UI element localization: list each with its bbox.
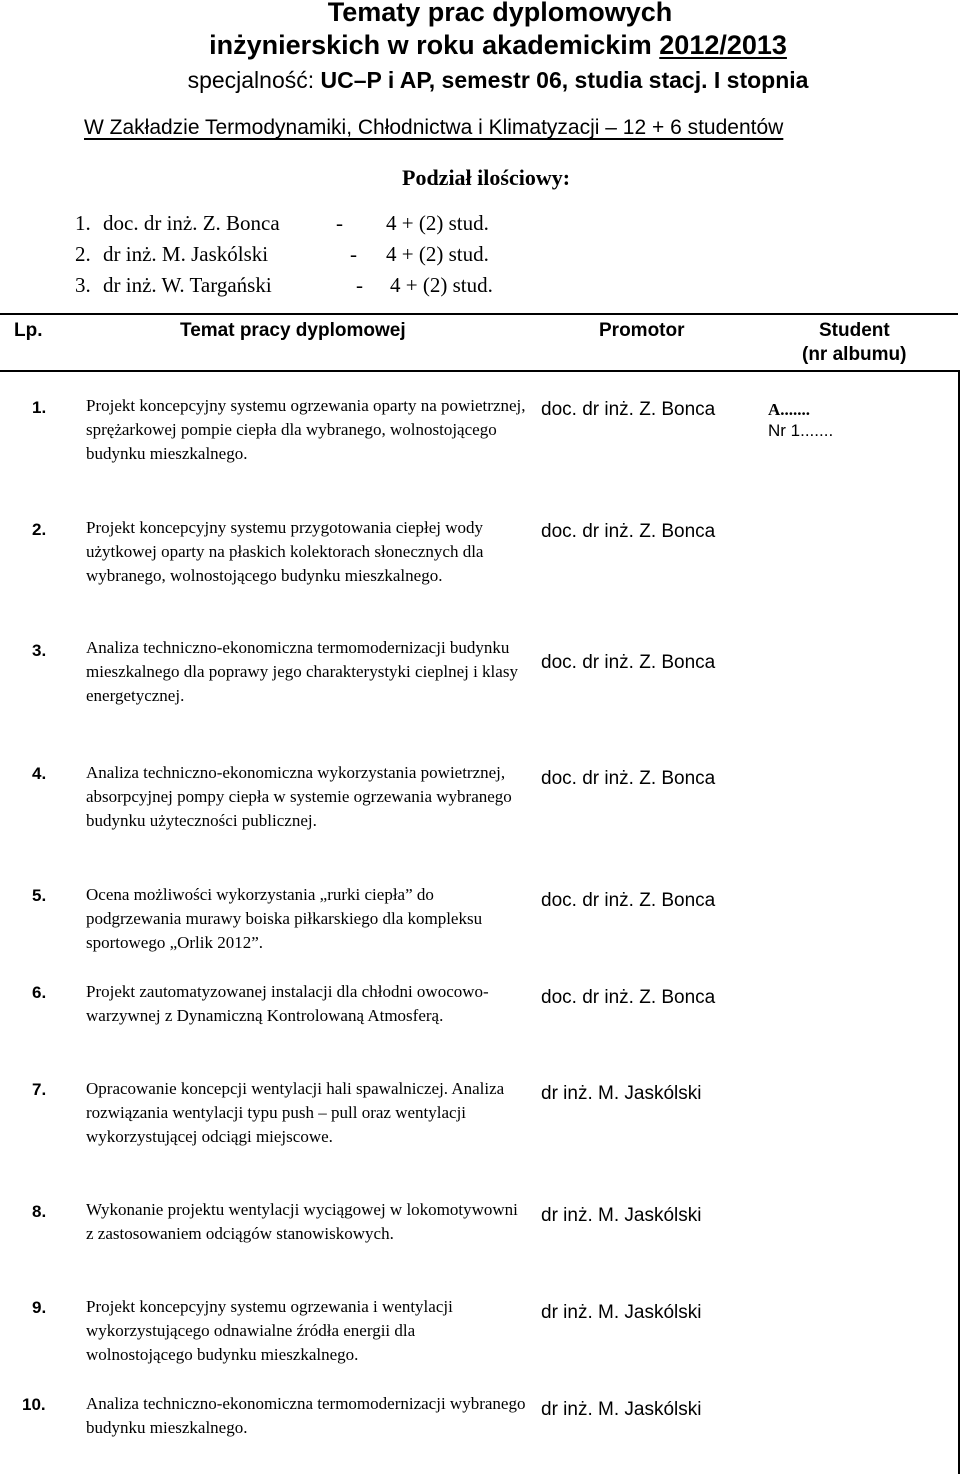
allocation-name: dr inż. M. Jaskólski (103, 242, 269, 266)
allocation-qty: 4 + (2) stud. (386, 211, 489, 235)
row-promotor: doc. dr inż. Z. Bonca (541, 521, 716, 542)
column-header-topic: Temat pracy dyplomowej (180, 320, 406, 341)
column-header-student: Student (819, 320, 890, 341)
row-student: A....... (768, 400, 811, 419)
allocation-num: 3. (75, 273, 91, 297)
row-promotor: doc. dr inż. Z. Bonca (541, 652, 716, 673)
specialization-line (0, 67, 960, 94)
allocation-name: doc. dr inż. Z. Bonca (103, 211, 280, 235)
row-promotor: doc. dr inż. Z. Bonca (541, 399, 716, 420)
allocation-heading: Podział ilościowy: (402, 165, 571, 190)
row-number: 5. (32, 886, 47, 905)
row-student-number: Nr 1....... (768, 421, 834, 440)
row-topic: Analiza techniczno-ekonomiczna termomodernizacji budynku mieszkalnego dla poprawy jego charakterystyki cieplnej i klasy energetycznej. (86, 638, 518, 705)
allocation-dash: - (356, 273, 363, 297)
row-number: 9. (32, 1298, 47, 1317)
row-number: 2. (32, 520, 47, 539)
row-topic: Analiza techniczno-ekonomiczna wykorzystania powietrznej, absorpcyjnej pompy ciepła w systemie ogrzewania wybranego budynku użyteczności publicznej. (86, 763, 512, 830)
row-number: 8. (32, 1202, 47, 1221)
department-line: W Zakładzie Termodynamiki, Chłodnictwa i Klimatyzacji – 12 + 6 studentów (84, 116, 784, 139)
row-promotor: doc. dr inż. Z. Bonca (541, 987, 716, 1008)
row-topic: Analiza techniczno-ekonomiczna termomodernizacji wybranego budynku mieszkalnego. (86, 1394, 526, 1437)
row-promotor: dr inż. M. Jaskólski (541, 1302, 702, 1323)
row-number: 10. (22, 1395, 46, 1414)
allocation-dash: - (336, 211, 343, 235)
allocation-qty: 4 + (2) stud. (390, 273, 493, 297)
table-header-border (0, 370, 958, 372)
row-topic: Projekt koncepcyjny systemu ogrzewania i wentylacji wykorzystującego odnawialne źródła energii dla wolnostojącego budynku mieszkalnego. (86, 1297, 453, 1364)
allocation-qty: 4 + (2) stud. (386, 242, 489, 266)
row-number: 4. (32, 764, 47, 783)
specialization-prefix: specjalność: (187, 67, 321, 93)
document-title: Tematy prac dyplomowych (327, 0, 673, 27)
row-topic: Wykonanie projektu wentylacji wyciągowej w lokomotywowni z zastosowaniem odciągów stanowiskowych. (86, 1200, 518, 1243)
specialization-name: UC–P i AP (320, 67, 429, 93)
row-number: 3. (32, 641, 47, 660)
row-topic: Projekt koncepcyjny systemu przygotowania ciepłej wody użytkowej oparty na płaskich kolektorach słonecznych dla wybranego, wolnostojącego budynku mieszkalnego. (86, 518, 484, 585)
row-promotor: doc. dr inż. Z. Bonca (541, 768, 716, 789)
allocation-name: dr inż. W. Targański (103, 273, 272, 297)
row-number: 1. (32, 398, 47, 417)
row-topic: Ocena możliwości wykorzystania „rurki ciepła” do podgrzewania murawy boiska piłkarskiego dla kompleksu sportowego „Orlik 2012”. (86, 885, 483, 952)
row-topic: Projekt zautomatyzowanej instalacji dla chłodni owocowo-warzywnej z Dynamiczną Kontrolowaną Atmosferą. (86, 982, 489, 1025)
row-promotor: doc. dr inż. Z. Bonca (541, 890, 716, 911)
allocation-num: 1. (75, 211, 91, 235)
subtitle-prefix: inżynierskich w roku akademickim (209, 30, 660, 60)
row-number: 6. (32, 983, 47, 1002)
column-header-promotor: Promotor (599, 320, 685, 341)
column-header-lp: Lp. (14, 320, 43, 341)
table-top-border (0, 313, 958, 315)
academic-year: 2012/2013 (659, 30, 787, 60)
allocation-num: 2. (75, 242, 91, 266)
row-promotor: dr inż. M. Jaskólski (541, 1083, 702, 1104)
column-header-student-sub: (nr albumu) (802, 344, 907, 365)
row-topic: Projekt koncepcyjny systemu ogrzewania oparty na powietrznej, sprężarkowej pompie ciepła dla wybranego, wolnostojącego budynku mieszkalnego. (86, 396, 526, 463)
row-number: 7. (32, 1080, 47, 1099)
row-promotor: dr inż. M. Jaskólski (541, 1399, 702, 1420)
row-promotor: dr inż. M. Jaskólski (541, 1205, 702, 1226)
row-topic: Opracowanie koncepcji wentylacji hali spawalniczej. Analiza rozwiązania wentylacji typu push – pull oraz wentylacji wykorzystującej odciągi miejscowe. (86, 1079, 505, 1146)
semester-info: , semestr 06, studia stacj. I stopnia (428, 67, 809, 93)
document-subtitle (0, 30, 960, 61)
allocation-dash: - (350, 242, 357, 266)
